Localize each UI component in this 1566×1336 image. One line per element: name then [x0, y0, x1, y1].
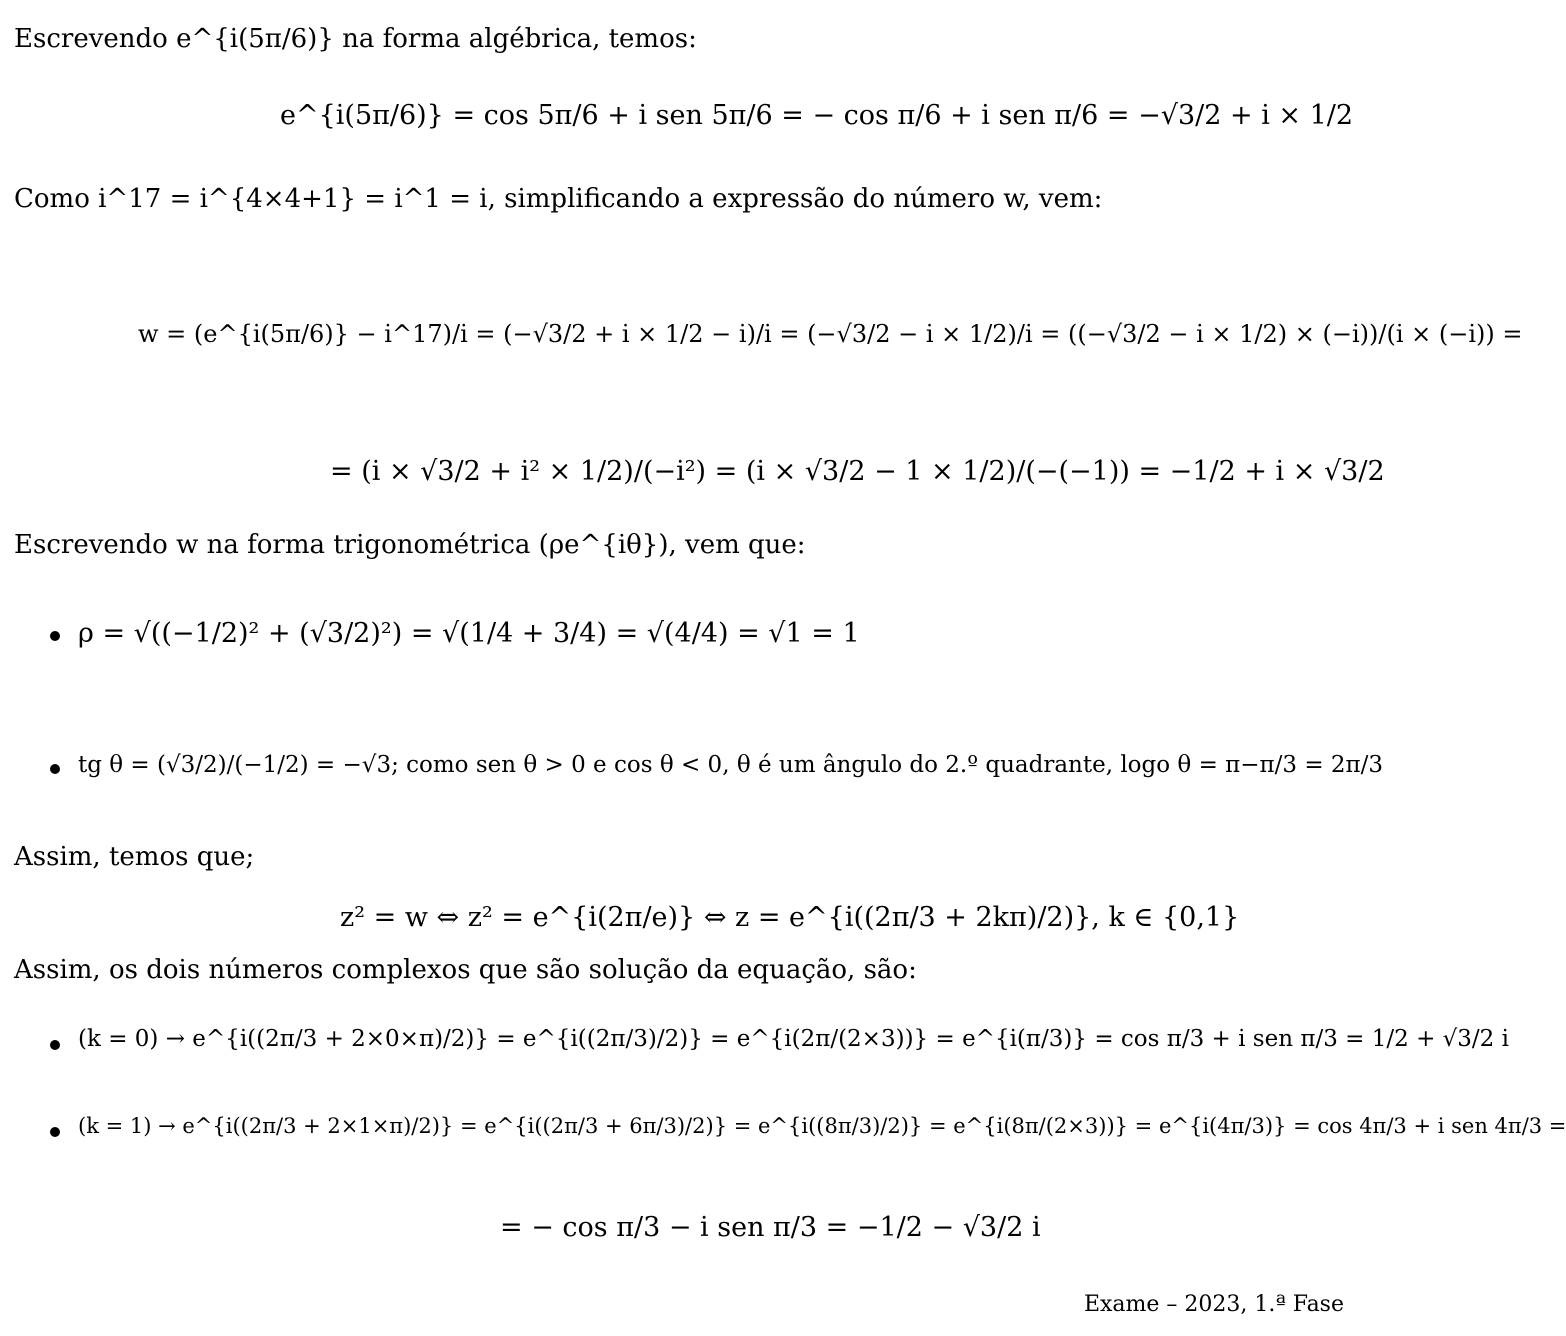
bullet-marker: [50, 1127, 60, 1137]
equation-final: = − cos π/3 − i sen π/3 = −1/2 − √3/2 i: [500, 1212, 1041, 1243]
bullet-marker: [50, 631, 60, 641]
source-citation: Exame – 2023, 1.ª Fase: [1083, 1292, 1344, 1317]
paragraph-intro: Escrevendo e^{i(5π/6)} na forma algébrica, temos:: [14, 24, 697, 54]
equation-rho: ρ = √((−1/2)² + (√3/2)²) = √(1/4 + 3/4) = √(4/4) = √1 = 1: [78, 618, 860, 649]
equation-w-line2: = (i × √3/2 + i² × 1/2)/(−i²) = (i × √3/2 − 1 × 1/2)/(−(−1)) = −1/2 + i × √3/2: [330, 456, 1385, 487]
equation-theta: tg θ = (√3/2)/(−1/2) = −√3; como sen θ > 0 e cos θ < 0, θ é um ângulo do 2.º quadrante, logo θ = π−π/3 = 2π/3: [78, 752, 1384, 778]
equation-k1: (k = 1) → e^{i((2π/3 + 2×1×π)/2)} = e^{i((2π/3 + 6π/3)/2)} = e^{i((8π/3)/2)} = e^{i(8π/(2×3))} = e^{i(4π/3)} = cos 4π/3 + i sen 4π/3 =: [78, 1114, 1566, 1138]
paragraph-simplify-w: Como i^17 = i^{4×4+1} = i^1 = i, simplificando a expressão do número w, vem:: [14, 184, 1103, 214]
paragraph-trig-form: Escrevendo w na forma trigonométrica (ρe^{iθ}), vem que:: [14, 530, 806, 560]
paragraph-solutions: Assim, os dois números complexos que são solução da equação, são:: [14, 955, 917, 985]
equation-z-squared: z² = w ⇔ z² = e^{i(2π/e)} ⇔ z = e^{i((2π/3 + 2kπ)/2)}, k ∈ {0,1}: [340, 902, 1240, 933]
equation-w-line1: w = (e^{i(5π/6)} − i^17)/i = (−√3/2 + i × 1/2 − i)/i = (−√3/2 − i × 1/2)/i = ((−√3/2 − i × 1/2) × (−i))/(i × (−i)) =: [138, 320, 1523, 348]
equation-algebraic-form: e^{i(5π/6)} = cos 5π/6 + i sen 5π/6 = − cos π/6 + i sen π/6 = −√3/2 + i × 1/2: [280, 100, 1354, 131]
paragraph-conclusion: Assim, temos que;: [14, 842, 255, 872]
equation-k0: (k = 0) → e^{i((2π/3 + 2×0×π)/2)} = e^{i((2π/3)/2)} = e^{i(2π/(2×3))} = e^{i(π/3)} = cos π/3 + i sen π/3 = 1/2 + √3/2 i: [78, 1026, 1509, 1052]
bullet-marker: [50, 1040, 60, 1050]
bullet-marker: [50, 764, 60, 774]
